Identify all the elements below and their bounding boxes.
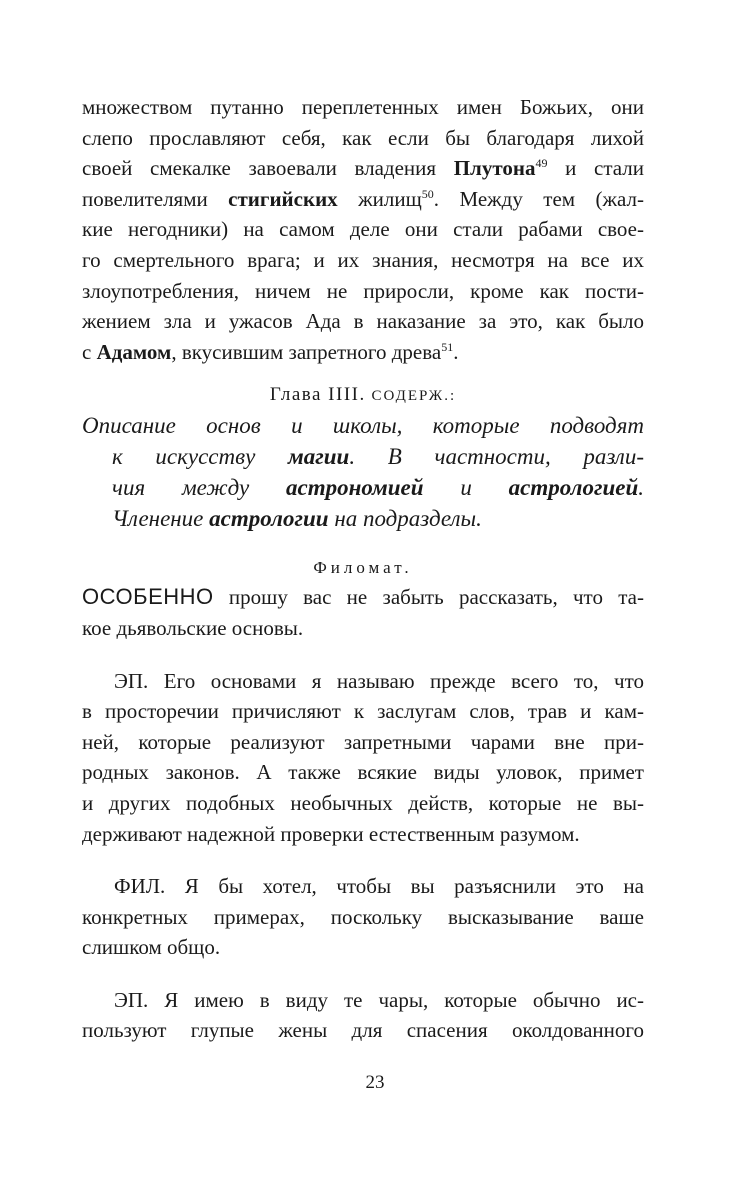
paragraph [82,985,644,1046]
bold-term: стигийских [228,186,338,211]
speaker-heading: Филомат. [313,558,413,578]
text-line: множеством путанно переплетенных имен Божьих, они [82,95,644,119]
footnote-ref: 50 [421,186,434,201]
text-line: ЭП. Я имею в виду те чары, которые обычно ис- [114,987,644,1012]
opening-word: ОСОБЕННО [82,584,214,610]
text-line: держивают надежной проверки естественным разумом. [82,821,580,846]
chapter-heading: Глава IIII. СОДЕРЖ.: [269,384,457,406]
bold-term: астрологией [508,475,639,501]
text-line: в просторечии причисляют к заслугам слов, трав и кам- [82,699,644,724]
paragraph [82,582,644,643]
paragraph-continuation [82,92,644,367]
summary-line: Описание основ и школы, которые подводят [82,413,644,439]
text-line: конкретных примерах, поскольку высказывание ваше [82,904,644,929]
text-line: с Адамом, вкусившим запретного древа$^{51}$. [82,339,459,364]
text-line: кие негодники) на самом деле они стали рабами свое- [82,217,644,242]
text-line: кое дьявольские основы. [82,615,304,640]
bold-term: магии [288,444,350,470]
text-line: слепо прославляют себя, как если бы благодаря лихой [82,125,644,150]
text-line: жением зла и ужасов Ада в наказание за это, как было [82,309,644,334]
text-line: ОСОБЕННО прошу вас не забыть рассказать, что та- [82,584,644,610]
text-line: злоупотребления, ничем не приросли, кроме как пости- [82,278,644,303]
footnote-ref: 49 [535,156,548,171]
footnote-ref: 51 [441,339,454,354]
text-line: ФИЛ. Я бы хотел, чтобы вы разъяснили это на [114,874,644,899]
bold-term: Адамом [96,339,172,364]
summary-line: чия между астрономией и астрологией. [112,475,644,501]
page-number: 23 [365,1072,385,1093]
text-line: пользуют глупые жены для спасения околдованного [82,1018,644,1043]
text-line: своей смекалке завоевали владения Плутона$^{49}$ и стали [82,156,644,181]
bold-term: Плутона [453,156,536,181]
chapter-summary [82,410,644,534]
paragraph [82,666,644,850]
page-text [82,92,644,1046]
text-line: родных законов. А также всякие виды уловок, примет [82,760,644,785]
bold-term: астрономией [286,475,424,501]
summary-line: к искусству магии. В частности, разли- [112,444,644,470]
text-line: ЭП. Его основами я называю прежде всего то, что [114,668,644,693]
text-line: ней, которые реализуют запретными чарами вне при- [82,729,644,754]
text-line: повелителями стигийских жилищ$^{50}$. Между тем (жал- [82,186,644,211]
text-line: и других подобных необычных действ, которые не вы- [82,790,644,815]
paragraph [82,871,644,963]
summary-line: Членение астрологии на подразделы. [112,506,482,532]
text-line: слишком общо. [82,935,221,960]
text-line: го смертельного врага; и их знания, несмотря на все их [82,247,644,272]
bold-term: астрологии [209,506,329,532]
